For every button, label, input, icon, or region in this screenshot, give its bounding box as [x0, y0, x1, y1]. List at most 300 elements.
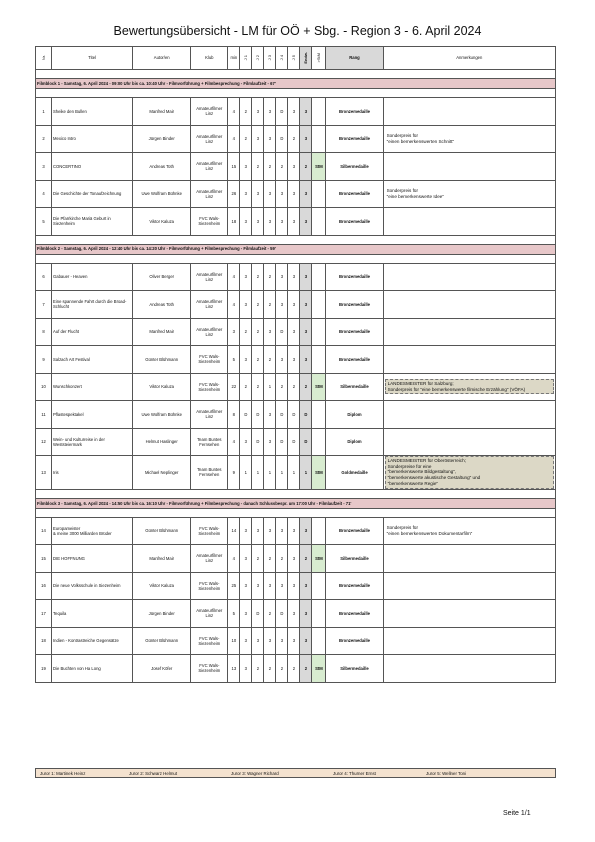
cell-stm [312, 125, 326, 153]
cell-j3: 3 [264, 428, 276, 456]
cell-nr: 1 [36, 98, 52, 126]
cell-notes [383, 627, 555, 655]
cell-j1: 2 [240, 318, 252, 346]
col-header-j2: J 2 [252, 47, 264, 70]
cell-final: 2 [300, 545, 312, 573]
cell-j1: 3 [240, 428, 252, 456]
cell-j3: 3 [264, 517, 276, 545]
cell-notes [383, 428, 555, 456]
cell-nr: 11 [36, 401, 52, 429]
cell-final: D [300, 401, 312, 429]
cell-j2: 3 [252, 572, 264, 600]
cell-final: 3 [300, 180, 312, 208]
cell-club: Amateurfilmer Linz [191, 98, 228, 126]
cell-nr: 3 [36, 153, 52, 181]
cell-min: 5 [228, 346, 240, 374]
cell-author: Michael Neplinger [133, 456, 191, 490]
cell-rank: Bronzemedaille [326, 346, 383, 374]
cell-nr: 10 [36, 373, 52, 401]
cell-rank: Bronzemedaille [326, 180, 383, 208]
cell-j2: 2 [252, 655, 264, 683]
cell-notes [383, 373, 555, 401]
cell-final: 2 [300, 153, 312, 181]
cell-j2: 3 [252, 125, 264, 153]
cell-min: 9 [228, 456, 240, 490]
cell-club: Team Buntes Fernsehen [191, 428, 228, 456]
cell-j5: 3 [288, 263, 300, 291]
table-body [36, 47, 556, 683]
cell-final: 3 [300, 291, 312, 319]
cell-author: Manfred Mair [133, 545, 191, 573]
table-row [36, 318, 556, 346]
cell-final: 3 [300, 517, 312, 545]
cell-nr: 16 [36, 572, 52, 600]
cell-stm [312, 180, 326, 208]
table-row [36, 125, 556, 153]
table-row [36, 600, 556, 628]
cell-club: FVC Wals-Siezenheim [191, 627, 228, 655]
cell-club: Amateurfilmer Linz [191, 125, 228, 153]
cell-title: Sheike den Bullen [52, 98, 133, 126]
cell-nr: 8 [36, 318, 52, 346]
header-row [36, 47, 556, 70]
cell-notes [383, 98, 555, 126]
cell-notes [383, 180, 555, 208]
cell-club: Team Buntes Fernsehen [191, 456, 228, 490]
juror-4: Juror 4: Thurner Ernst [333, 770, 376, 776]
cell-j2: 1 [252, 456, 264, 490]
cell-j2: 3 [252, 517, 264, 545]
cell-j1: D [240, 401, 252, 429]
cell-nr: 14 [36, 517, 52, 545]
cell-j1: 2 [240, 98, 252, 126]
cell-stm [312, 401, 326, 429]
cell-rank: Silbermedaille [326, 655, 383, 683]
cell-notes [383, 318, 555, 346]
cell-min: 4 [228, 428, 240, 456]
cell-j5: 3 [288, 98, 300, 126]
cell-min: 14 [228, 517, 240, 545]
table-row [36, 401, 556, 429]
cell-notes [383, 401, 555, 429]
cell-club: Amateurfilmer Linz [191, 180, 228, 208]
spacer-cell [36, 508, 556, 517]
cell-j2: 3 [252, 627, 264, 655]
cell-nr: 19 [36, 655, 52, 683]
table-row [36, 373, 556, 401]
note-text: LANDESMEISTER für Salzburg; Sonderpreis für "eine bemerkenswerte filmische Erzählung" (VÖFA) [385, 379, 554, 394]
cell-rank: Bronzemedaille [326, 263, 383, 291]
spacer-row [36, 70, 556, 79]
cell-j5: 2 [288, 125, 300, 153]
cell-j4: 3 [276, 572, 288, 600]
col-header-title: Titel [52, 47, 133, 70]
cell-j4: 1 [276, 456, 288, 490]
spacer-row [36, 489, 556, 498]
cell-j3: 3 [264, 125, 276, 153]
cell-notes [383, 291, 555, 319]
cell-j3: 3 [264, 208, 276, 236]
cell-club: Amateurfilmer Linz [191, 600, 228, 628]
cell-club: FVC Wals-Siezenheim [191, 373, 228, 401]
cell-club: FVC Wals-Siezenheim [191, 655, 228, 683]
juror-1: Juror 1: Martinek Heinz [40, 770, 86, 776]
cell-min: 13 [228, 655, 240, 683]
cell-rank: Bronzemedaille [326, 291, 383, 319]
cell-final: 3 [300, 346, 312, 374]
cell-nr: 5 [36, 208, 52, 236]
cell-min: 3 [228, 318, 240, 346]
cell-j3: 3 [264, 572, 276, 600]
table-row [36, 655, 556, 683]
cell-stm [312, 263, 326, 291]
cell-j2: 3 [252, 208, 264, 236]
cell-notes [383, 346, 555, 374]
table-row [36, 456, 556, 490]
cell-rank: Silbermedaille [326, 545, 383, 573]
cell-author: Uwe Wolfram Bühnke [133, 180, 191, 208]
cell-rank: Bronzemedaille [326, 572, 383, 600]
cell-min: 10 [228, 627, 240, 655]
cell-author: Josef Köfer [133, 655, 191, 683]
table-row [36, 627, 556, 655]
cell-min: 4 [228, 125, 240, 153]
cell-j4: 2 [276, 545, 288, 573]
cell-final: 3 [300, 318, 312, 346]
cell-final: D [300, 428, 312, 456]
col-header-j4: J 4 [276, 47, 288, 70]
cell-j4: 2 [276, 655, 288, 683]
cell-author: Andreas Toth [133, 153, 191, 181]
cell-final: 3 [300, 263, 312, 291]
cell-rank: Bronzemedaille [326, 517, 383, 545]
cell-author: Oliver Berger [133, 263, 191, 291]
table-row [36, 291, 556, 319]
cell-title: Tequila [52, 600, 133, 628]
col-header-club: Klub [191, 47, 228, 70]
col-header-min: min [228, 47, 240, 70]
cell-j5: 1 [288, 456, 300, 490]
col-header-notes: Anmerkungen [383, 47, 555, 70]
cell-j1: 1 [240, 456, 252, 490]
cell-j2: 2 [252, 263, 264, 291]
cell-club: FVC Wals-Siezenheim [191, 572, 228, 600]
cell-j4: 2 [276, 153, 288, 181]
cell-min: 8 [228, 401, 240, 429]
cell-j4: 3 [276, 263, 288, 291]
block-header-row [36, 79, 556, 89]
note-text: Sonderpreis für "eine bemerkenswerte Idee" [386, 188, 444, 199]
cell-j5: 3 [288, 180, 300, 208]
cell-stm [312, 627, 326, 655]
cell-stm: StM [312, 373, 326, 401]
cell-stm [312, 291, 326, 319]
cell-j3: 3 [264, 180, 276, 208]
cell-stm [312, 517, 326, 545]
cell-final: 3 [300, 98, 312, 126]
cell-club: FVC Wals-Siezenheim [191, 517, 228, 545]
cell-j2: 2 [252, 346, 264, 374]
cell-nr: 12 [36, 428, 52, 456]
cell-j1: 3 [240, 572, 252, 600]
cell-nr: 2 [36, 125, 52, 153]
cell-j3: 2 [264, 291, 276, 319]
cell-min: 4 [228, 545, 240, 573]
cell-min: 22 [228, 373, 240, 401]
cell-notes [383, 208, 555, 236]
spacer-cell [36, 254, 556, 263]
cell-j5: 3 [288, 600, 300, 628]
cell-j2: D [252, 401, 264, 429]
cell-j3: 3 [264, 318, 276, 346]
cell-j4: D [276, 401, 288, 429]
cell-author: Manfred Mair [133, 318, 191, 346]
cell-author: Jürgen Binder [133, 600, 191, 628]
cell-title: DIE HOFFNUNG [52, 545, 133, 573]
cell-nr: 18 [36, 627, 52, 655]
cell-title: Auf der Flucht [52, 318, 133, 346]
cell-final: 3 [300, 627, 312, 655]
cell-j3: 2 [264, 600, 276, 628]
cell-min: 15 [228, 153, 240, 181]
cell-title: Die Pfarrkirche Mariä Geburt in Siezenheim [52, 208, 133, 236]
cell-club: Amateurfilmer Linz [191, 291, 228, 319]
cell-j4: D [276, 125, 288, 153]
cell-stm [312, 98, 326, 126]
cell-min: 18 [228, 208, 240, 236]
table-row [36, 428, 556, 456]
cell-author: Günter Blühmann [133, 517, 191, 545]
cell-nr: 13 [36, 456, 52, 490]
cell-j2: D [252, 600, 264, 628]
cell-notes [383, 572, 555, 600]
cell-club: Amateurfilmer Linz [191, 401, 228, 429]
spacer-cell [36, 70, 556, 79]
cell-j5: D [288, 428, 300, 456]
cell-title: CONCERTINO [52, 153, 133, 181]
cell-final: 2 [300, 655, 312, 683]
cell-title: Die neue Volksschule in Siezenheim [52, 572, 133, 600]
cell-notes [383, 600, 555, 628]
cell-title: Europameister & meine 3000 Milliarden Brüder [52, 517, 133, 545]
cell-notes [383, 655, 555, 683]
cell-club: FVC Wals-Siezenheim [191, 208, 228, 236]
cell-j1: 2 [240, 373, 252, 401]
spacer-row [36, 89, 556, 98]
col-header-j5: J 5 [288, 47, 300, 70]
cell-title: Salzach Art Festival [52, 346, 133, 374]
col-header-j1: J 1 [240, 47, 252, 70]
cell-j4: 3 [276, 517, 288, 545]
cell-j4: D [276, 318, 288, 346]
cell-stm: StM [312, 153, 326, 181]
cell-nr: 7 [36, 291, 52, 319]
spacer-row [36, 508, 556, 517]
cell-j5: 3 [288, 318, 300, 346]
block-header-row [36, 244, 556, 254]
document-title: Bewertungsübersicht - LM für OÖ + Sbg. - Region 3 - 6. April 2024 [113, 24, 482, 38]
table-row [36, 208, 556, 236]
cell-notes [383, 125, 555, 153]
cell-j2: 2 [252, 153, 264, 181]
cell-j4: 3 [276, 346, 288, 374]
juror-2: Juror 2: Schwarz Helmut [129, 770, 178, 776]
cell-rank: Bronzemedaille [326, 627, 383, 655]
cell-j1: 3 [240, 545, 252, 573]
cell-j4: 2 [276, 373, 288, 401]
juror-5: Juror 5: Wellner Toni [426, 770, 467, 776]
block-header: Filmblock 1 - Samstag, 6. April 2024 - 09:00 Uhr bis ca. 10:40 Uhr - Filmvorführung + Filmbesprechung - Filmlaufzeit - 67' [36, 79, 556, 89]
cell-rank: Bronzemedaille [326, 208, 383, 236]
col-header-final: Endw. [300, 47, 312, 70]
block-header: Filmblock 3 - Samstag, 6. April 2024 - 14:50 Uhr bis ca. 16:10 Uhr - Filmvorführung + Filmbesprechung - danach Schlussbespr. um 17:00 Uhr - Filmlaufzeit - 71' [36, 498, 556, 508]
cell-author: Günter Blühmann [133, 627, 191, 655]
table-row [36, 98, 556, 126]
cell-j3: 2 [264, 545, 276, 573]
cell-nr: 9 [36, 346, 52, 374]
cell-min: 26 [228, 180, 240, 208]
cell-j5: 2 [288, 373, 300, 401]
cell-title: Die Buchten von Ha Long [52, 655, 133, 683]
cell-j3: 2 [264, 263, 276, 291]
col-header-stm: >StM [312, 47, 326, 70]
cell-notes [383, 456, 555, 490]
cell-title: Wunschkonzert [52, 373, 133, 401]
cell-j2: 2 [252, 291, 264, 319]
table-row [36, 180, 556, 208]
cell-j5: 2 [288, 655, 300, 683]
cell-nr: 4 [36, 180, 52, 208]
cell-nr: 6 [36, 263, 52, 291]
cell-final: 2 [300, 373, 312, 401]
col-header-rank: Rang [326, 47, 383, 70]
table-row [36, 263, 556, 291]
cell-author: Günter Blühmann [133, 346, 191, 374]
cell-j3: 2 [264, 346, 276, 374]
cell-title: Mexico Intro [52, 125, 133, 153]
cell-author: Andreas Toth [133, 291, 191, 319]
cell-j4: 3 [276, 180, 288, 208]
juror-bar [35, 768, 556, 778]
note-text: LANDESMEISTER für Oberösterreich; Sonderpreise für eine "bemerkenswerte Bildgestaltung", "bemerkenswerte akustische Gestaltung" und "bemerkenswerte Regie" [385, 456, 554, 489]
cell-min: 4 [228, 98, 240, 126]
cell-j1: 3 [240, 208, 252, 236]
cell-final: 1 [300, 456, 312, 490]
cell-title: Iris [52, 456, 133, 490]
cell-stm: StM [312, 655, 326, 683]
cell-author: Manfred Mair [133, 98, 191, 126]
cell-stm [312, 572, 326, 600]
cell-j1: 3 [240, 180, 252, 208]
cell-j2: 3 [252, 180, 264, 208]
cell-author: Helmut Haslinger [133, 428, 191, 456]
cell-author: Viktor Kaluza [133, 572, 191, 600]
cell-j1: 2 [240, 125, 252, 153]
cell-j5: 3 [288, 208, 300, 236]
cell-j1: 3 [240, 517, 252, 545]
cell-author: Viktor Kaluza [133, 373, 191, 401]
cell-j4: D [276, 600, 288, 628]
cell-title: Indien - Kontrastreiche Gegensätze [52, 627, 133, 655]
cell-j5: 3 [288, 572, 300, 600]
cell-club: Amateurfilmer Linz [191, 318, 228, 346]
cell-club: Amateurfilmer Linz [191, 263, 228, 291]
table-row [36, 153, 556, 181]
cell-rank: Goldmedaille [326, 456, 383, 490]
cell-j3: 3 [264, 401, 276, 429]
rating-table-container [35, 46, 556, 683]
cell-title: Gabauer - Heaven [52, 263, 133, 291]
cell-final: 3 [300, 125, 312, 153]
cell-j1: 3 [240, 263, 252, 291]
cell-j5: 3 [288, 517, 300, 545]
cell-notes [383, 517, 555, 545]
cell-author: Jürgen Binder [133, 125, 191, 153]
cell-title: Wein- und Kulturreise in der Weststeiermark [52, 428, 133, 456]
cell-j3: 1 [264, 456, 276, 490]
cell-j3: 2 [264, 655, 276, 683]
cell-j4: D [276, 428, 288, 456]
cell-stm [312, 428, 326, 456]
table-row [36, 517, 556, 545]
rating-table [35, 46, 556, 683]
juror-3: Juror 3: Wagner Richard [231, 770, 279, 776]
cell-j2: D [252, 428, 264, 456]
cell-j4: 3 [276, 291, 288, 319]
cell-j2: 2 [252, 545, 264, 573]
note-text: Sonderpreis für "einen bemerkenswerten Dokumentarfilm" [386, 525, 473, 536]
cell-min: 4 [228, 291, 240, 319]
cell-j5: 3 [288, 291, 300, 319]
cell-rank: Bronzemedaille [326, 98, 383, 126]
spacer-row [36, 235, 556, 244]
cell-author: Uwe Wolfram Bühnke [133, 401, 191, 429]
cell-title: Eine spannende Fahrt durch die Broad-Schlucht [52, 291, 133, 319]
cell-j1: 3 [240, 291, 252, 319]
cell-final: 3 [300, 600, 312, 628]
cell-nr: 15 [36, 545, 52, 573]
page-number: Seite 1/1 [503, 810, 531, 817]
cell-rank: Diplom [326, 401, 383, 429]
cell-notes [383, 263, 555, 291]
cell-j2: 2 [252, 318, 264, 346]
cell-min: 25 [228, 572, 240, 600]
cell-j5: D [288, 401, 300, 429]
cell-club: Amateurfilmer Linz [191, 545, 228, 573]
spacer-cell [36, 489, 556, 498]
cell-j5: 3 [288, 153, 300, 181]
cell-j2: 3 [252, 98, 264, 126]
cell-nr: 17 [36, 600, 52, 628]
cell-rank: Bronzemedaille [326, 600, 383, 628]
cell-rank: Bronzemedaille [326, 318, 383, 346]
cell-min: 5 [228, 600, 240, 628]
cell-j5: 3 [288, 627, 300, 655]
table-row [36, 545, 556, 573]
cell-j4: 3 [276, 208, 288, 236]
table-row [36, 346, 556, 374]
col-header-nr: Nr. [36, 47, 52, 70]
cell-j1: 3 [240, 346, 252, 374]
cell-stm [312, 346, 326, 374]
cell-j1: 3 [240, 600, 252, 628]
cell-stm [312, 318, 326, 346]
cell-notes [383, 153, 555, 181]
cell-club: Amateurfilmer Linz [191, 153, 228, 181]
cell-j1: 3 [240, 153, 252, 181]
cell-j3: 1 [264, 373, 276, 401]
cell-rank: Silbermedaille [326, 373, 383, 401]
